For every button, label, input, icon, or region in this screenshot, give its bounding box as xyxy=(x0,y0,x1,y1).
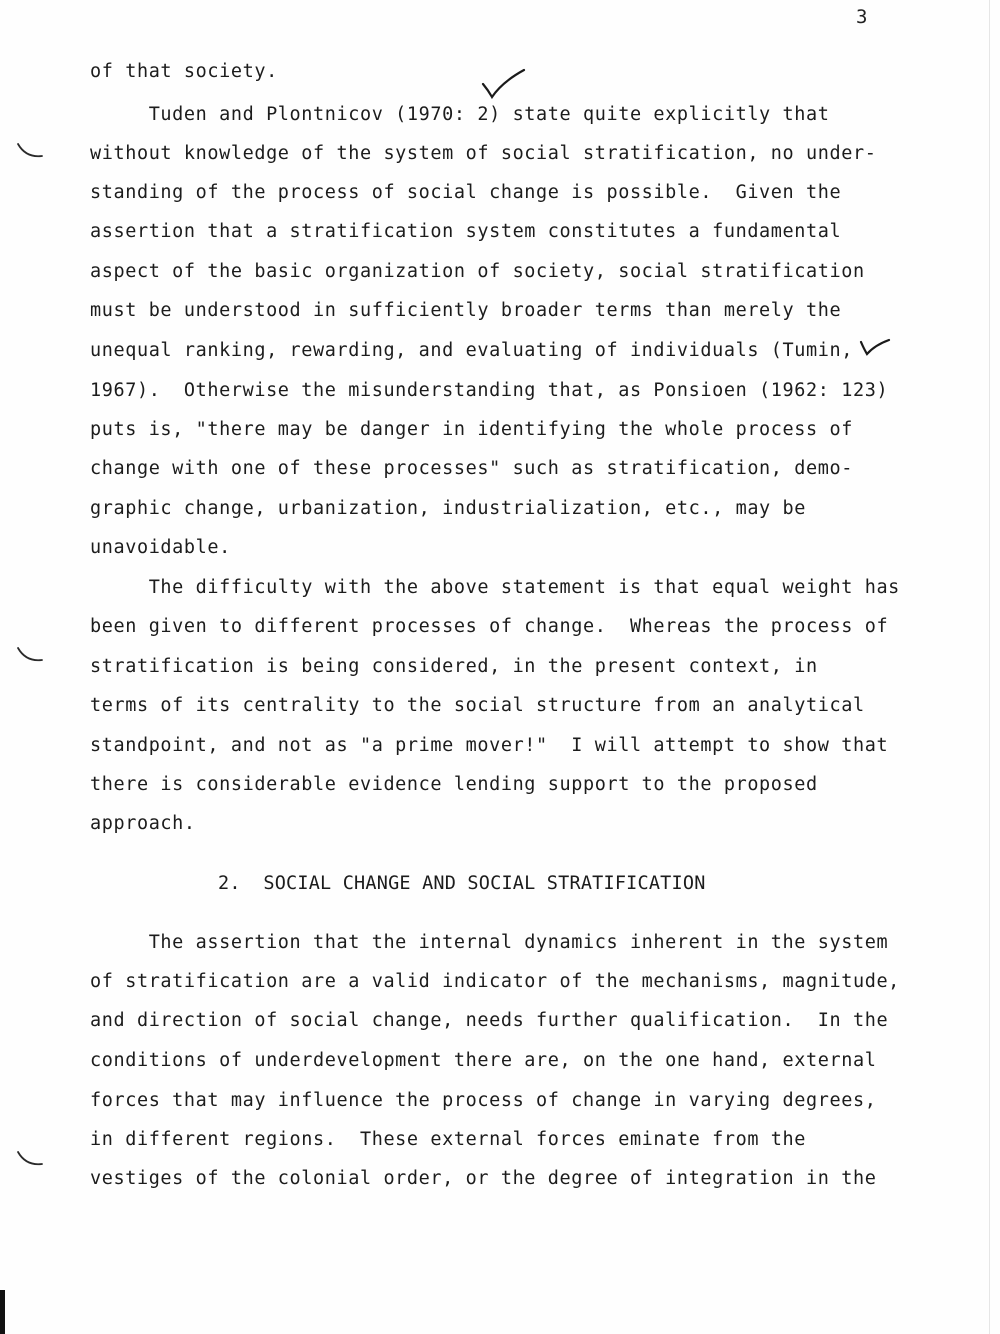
text-line: unequal ranking, rewarding, and evaluating of individuals (Tumin, xyxy=(90,340,853,361)
text-line: terms of its centrality to the social structure from an analytical xyxy=(90,695,865,716)
text-line: conditions of underdevelopment there are, on the one hand, external xyxy=(90,1050,877,1071)
check-mark-icon xyxy=(480,66,528,102)
text-line: unavoidable. xyxy=(90,537,231,558)
section-heading: 2. SOCIAL CHANGE AND SOCIAL STRATIFICATION xyxy=(218,873,706,894)
text-line: vestiges of the colonial order, or the degree of integration in the xyxy=(90,1168,877,1189)
text-line: The difficulty with the above statement is that equal weight has xyxy=(90,577,900,598)
page-edge xyxy=(989,0,990,1334)
text-line: in different regions. These external forces eminate from the xyxy=(90,1129,807,1150)
text-line: standing of the process of social change is possible. Given the xyxy=(90,182,842,203)
text-line: The assertion that the internal dynamics inherent in the system xyxy=(90,932,889,953)
text-line: of that society. xyxy=(90,61,278,82)
text-line: of stratification are a valid indicator of the mechanisms, magnitude, xyxy=(90,971,900,992)
text-line: Tuden and Plontnicov (1970: 2) state quite explicitly that xyxy=(90,104,830,125)
text-line: graphic change, urbanization, industrialization, etc., may be xyxy=(90,498,807,519)
text-line: stratification is being considered, in the present context, in xyxy=(90,656,818,677)
text-line: been given to different processes of change. Whereas the process of xyxy=(90,616,889,637)
page-number: 3 xyxy=(856,6,868,28)
text-line: assertion that a stratification system constitutes a fundamental xyxy=(90,221,842,242)
text-line: 1967). Otherwise the misunderstanding that, as Ponsioen (1962: 123) xyxy=(90,380,889,401)
check-mark-icon xyxy=(858,336,892,358)
binder-hole-mark xyxy=(16,642,46,672)
text-line: standpoint, and not as "a prime mover!" I will attempt to show that xyxy=(90,735,889,756)
scan-edge-shadow xyxy=(0,1290,5,1334)
text-line: there is considerable evidence lending support to the proposed xyxy=(90,774,818,795)
text-line: puts is, "there may be danger in identifying the whole process of xyxy=(90,419,853,440)
binder-hole-mark xyxy=(16,1146,46,1176)
text-line: must be understood in sufficiently broader terms than merely the xyxy=(90,300,842,321)
binder-hole-mark xyxy=(16,138,46,168)
text-line: approach. xyxy=(90,813,196,834)
text-line: without knowledge of the system of social stratification, no under- xyxy=(90,143,877,164)
text-line: change with one of these processes" such as stratification, demo- xyxy=(90,458,853,479)
text-line: and direction of social change, needs further qualification. In the xyxy=(90,1010,889,1031)
text-line: forces that may influence the process of change in varying degrees, xyxy=(90,1090,877,1111)
text-line: aspect of the basic organization of society, social stratification xyxy=(90,261,865,282)
